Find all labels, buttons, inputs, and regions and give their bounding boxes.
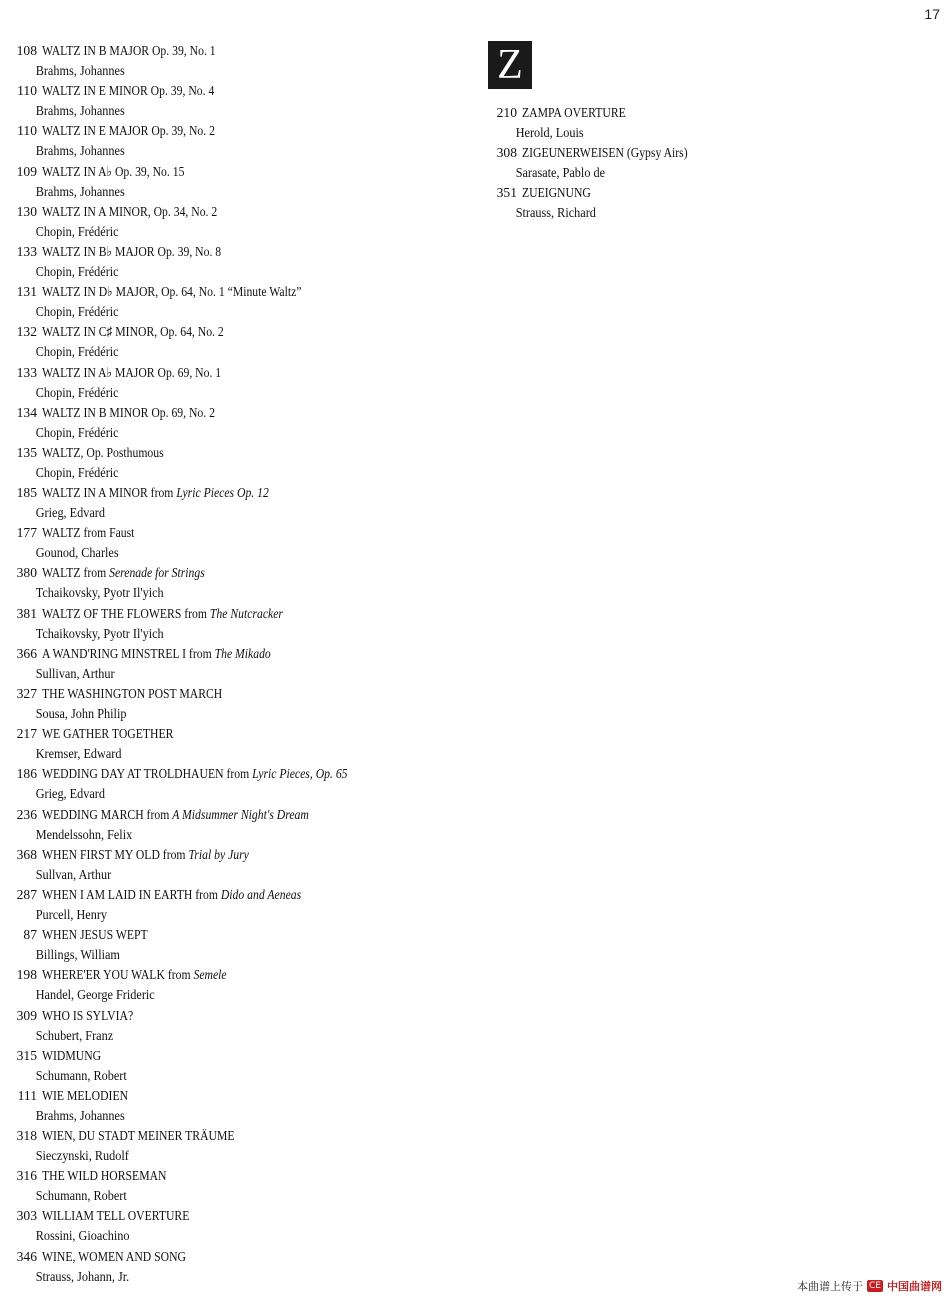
composer-name: Herold, Louis xyxy=(515,125,584,140)
page-ref: 308 xyxy=(496,145,517,161)
piece-title-text: WALTZ IN A MINOR from xyxy=(42,485,177,501)
piece-title-text: WALTZ OF THE FLOWERS from xyxy=(42,605,210,621)
page-ref: 186 xyxy=(16,766,37,782)
index-entry xyxy=(6,1166,466,1206)
index-entry xyxy=(6,322,466,362)
piece-title-text: WALTZ IN A♭ MAJOR Op. 69, No. 1 xyxy=(42,364,222,380)
page-ref: 351 xyxy=(496,185,517,201)
work-title: Dido and Aeneas xyxy=(220,886,302,902)
piece-title xyxy=(42,1046,101,1066)
piece-title-text: WALTZ, Op. Posthumous xyxy=(42,444,164,460)
composer-name: Chopin, Frédéric xyxy=(35,263,119,279)
index-entry xyxy=(486,143,786,183)
index-entry xyxy=(6,1046,466,1086)
piece-title xyxy=(42,483,269,503)
piece-title xyxy=(42,1086,128,1106)
piece-title xyxy=(42,764,348,784)
index-entry xyxy=(6,965,466,1005)
piece-title-text: WALTZ IN A MINOR, Op. 34, No. 2 xyxy=(42,203,218,219)
piece-title-text: WEDDING DAY AT TROLDHAUEN from xyxy=(42,766,253,782)
composer-name: Schumann, Robert xyxy=(35,1188,127,1204)
piece-title-text: WALTZ from xyxy=(42,565,110,581)
composer-name: Tchaikovsky, Pyotr Il'yich xyxy=(35,625,164,641)
composer-name: Chopin, Frédéric xyxy=(35,344,119,360)
index-entry xyxy=(6,443,466,483)
page-ref: 287 xyxy=(16,886,37,902)
work-title: The Mikado xyxy=(214,645,271,661)
site-logo-icon: CE xyxy=(867,1280,883,1292)
page-ref: 133 xyxy=(16,364,37,380)
index-entry xyxy=(6,1006,466,1046)
piece-title-text: WILLIAM TELL OVERTURE xyxy=(42,1208,190,1224)
piece-title xyxy=(42,845,249,865)
piece-title-text: WHERE'ER YOU WALK from xyxy=(42,967,194,983)
composer-name: Brahms, Johannes xyxy=(35,143,125,159)
piece-title-text: WIEN, DU STADT MEINER TRÄUME xyxy=(42,1128,235,1144)
section-letter-z: Z xyxy=(488,41,532,89)
composer-name: Sullvan, Arthur xyxy=(35,866,112,882)
piece-title xyxy=(42,162,184,182)
page-ref: 134 xyxy=(16,404,37,420)
index-entry xyxy=(6,764,466,804)
piece-title xyxy=(522,143,688,163)
piece-title-text: A WAND'RING MINSTREL I from xyxy=(42,645,215,661)
page-ref: 110 xyxy=(17,123,37,139)
index-column-right xyxy=(486,41,786,224)
page-ref: 303 xyxy=(16,1208,37,1224)
index-entry xyxy=(6,242,466,282)
index-entry xyxy=(6,81,466,121)
piece-title xyxy=(42,322,224,342)
composer-name: Chopin, Frédéric xyxy=(35,223,119,239)
work-title: A Midsummer Night's Dream xyxy=(172,806,309,822)
page-ref: 135 xyxy=(16,444,37,460)
composer-name: Chopin, Frédéric xyxy=(35,384,119,400)
page-ref: 109 xyxy=(16,163,37,179)
composer-name: Handel, George Frideric xyxy=(35,987,155,1003)
composer-name: Tchaikovsky, Pyotr Il'yich xyxy=(35,585,164,601)
piece-title-text: WALTZ IN E MINOR Op. 39, No. 4 xyxy=(42,83,215,99)
composer-name: Rossini, Gioachino xyxy=(35,1228,130,1244)
page-ref: 87 xyxy=(23,927,37,943)
composer-name: Sullivan, Arthur xyxy=(35,665,115,681)
composer-name: Strauss, Johann, Jr. xyxy=(35,1268,130,1284)
piece-title-text: WALTZ IN B MAJOR Op. 39, No. 1 xyxy=(42,43,216,58)
work-title: The Nutcracker xyxy=(209,605,283,621)
index-entry xyxy=(6,845,466,885)
piece-title-text: ZAMPA OVERTURE xyxy=(522,105,626,120)
index-entry xyxy=(6,483,466,523)
page-ref: 210 xyxy=(496,105,517,120)
composer-name: Grieg, Edvard xyxy=(35,786,106,802)
index-column-left xyxy=(6,41,466,1287)
composer-name: Chopin, Frédéric xyxy=(35,464,119,480)
page-ref: 108 xyxy=(16,43,37,58)
index-entry xyxy=(6,523,466,563)
page-ref: 346 xyxy=(16,1248,37,1264)
piece-title xyxy=(42,644,271,664)
page-ref: 130 xyxy=(16,203,37,219)
piece-title-text: WHEN FIRST MY OLD from xyxy=(42,846,189,862)
composer-name: Brahms, Johannes xyxy=(35,63,125,78)
piece-title xyxy=(522,103,626,123)
page-ref: 185 xyxy=(16,485,37,501)
index-entry xyxy=(6,563,466,603)
index-entry xyxy=(6,644,466,684)
piece-title-text: WALTZ IN C♯ MINOR, Op. 64, No. 2 xyxy=(42,324,224,340)
footer-upload-text: 本曲谱上传于 xyxy=(797,1280,863,1293)
piece-title xyxy=(42,1206,189,1226)
index-list-z xyxy=(486,103,786,224)
piece-title-text: WALTZ IN B MINOR Op. 69, No. 2 xyxy=(42,404,215,420)
index-entry xyxy=(486,103,786,143)
piece-title-text: WALTZ IN A♭ Op. 39, No. 15 xyxy=(42,163,185,179)
work-title: Lyric Pieces, Op. 65 xyxy=(252,766,348,782)
page-ref: 198 xyxy=(16,967,37,983)
page-ref: 177 xyxy=(16,525,37,541)
piece-title-text: WIDMUNG xyxy=(42,1047,102,1063)
composer-name: Billings, William xyxy=(35,947,120,963)
page-ref: 309 xyxy=(16,1007,37,1023)
index-entry xyxy=(6,805,466,845)
piece-title xyxy=(42,885,301,905)
piece-title xyxy=(42,604,283,624)
piece-title xyxy=(42,1247,186,1267)
page-ref: 318 xyxy=(16,1128,37,1144)
page-ref: 366 xyxy=(16,645,37,661)
composer-name: Sieczynski, Rudolf xyxy=(35,1148,129,1164)
piece-title-text: WALTZ from Faust xyxy=(42,525,135,541)
index-entry xyxy=(6,202,466,242)
page-ref: 380 xyxy=(16,565,37,581)
piece-title xyxy=(42,363,221,383)
work-title: Trial by Jury xyxy=(188,846,249,862)
index-entry xyxy=(6,1086,466,1126)
piece-title-text: WHO IS SYLVIA? xyxy=(42,1007,134,1023)
composer-name: Kremser, Edward xyxy=(35,746,122,762)
page-ref: 110 xyxy=(17,83,37,99)
work-title: Lyric Pieces Op. 12 xyxy=(176,485,269,501)
piece-title xyxy=(42,1126,234,1146)
page-ref: 381 xyxy=(16,605,37,621)
index-entry xyxy=(6,604,466,644)
composer-name: Purcell, Henry xyxy=(35,906,108,922)
piece-title xyxy=(42,41,216,61)
index-entry xyxy=(6,1206,466,1246)
piece-title xyxy=(42,684,222,704)
piece-title-text: WALTZ IN E MAJOR Op. 39, No. 2 xyxy=(42,123,215,139)
page-ref: 217 xyxy=(16,726,37,742)
index-entry xyxy=(6,162,466,202)
piece-title-text: WIE MELODIEN xyxy=(42,1087,129,1103)
piece-title-text: WEDDING MARCH from xyxy=(42,806,173,822)
piece-title xyxy=(42,1006,133,1026)
page-ref: 315 xyxy=(16,1047,37,1063)
composer-name: Chopin, Frédéric xyxy=(35,424,119,440)
composer-name: Schumann, Robert xyxy=(35,1067,127,1083)
piece-title-text: WHEN I AM LAID IN EARTH from xyxy=(42,886,221,902)
piece-title xyxy=(42,242,221,262)
piece-title xyxy=(42,965,227,985)
work-title: Serenade for Strings xyxy=(109,565,205,581)
index-entry xyxy=(6,1126,466,1166)
composer-name: Brahms, Johannes xyxy=(35,1107,125,1123)
index-entry xyxy=(6,121,466,161)
page-number: 17 xyxy=(924,6,940,22)
piece-title xyxy=(42,403,215,423)
composer-name: Chopin, Frédéric xyxy=(35,304,119,320)
composer-name: Sarasate, Pablo de xyxy=(515,165,606,181)
piece-title-text: WINE, WOMEN AND SONG xyxy=(42,1248,186,1264)
piece-title xyxy=(42,724,173,744)
page-ref: 131 xyxy=(16,284,37,300)
piece-title-text: WHEN JESUS WEPT xyxy=(42,927,148,943)
composer-name: Mendelssohn, Felix xyxy=(35,826,133,842)
piece-title xyxy=(42,202,217,222)
index-entry xyxy=(6,1247,466,1287)
index-entry xyxy=(6,363,466,403)
piece-title-text: THE WASHINGTON POST MARCH xyxy=(42,686,223,701)
composer-name: Strauss, Richard xyxy=(515,205,596,221)
piece-title xyxy=(42,805,309,825)
piece-title xyxy=(42,121,215,141)
page-ref: 236 xyxy=(16,806,37,822)
piece-title-text: THE WILD HORSEMAN xyxy=(42,1168,167,1184)
piece-title-text: WE GATHER TOGETHER xyxy=(42,726,174,742)
composer-name: Brahms, Johannes xyxy=(35,183,125,199)
composer-name: Brahms, Johannes xyxy=(35,103,125,119)
piece-title-text: WALTZ IN B♭ MAJOR Op. 39, No. 8 xyxy=(42,243,222,259)
index-entry xyxy=(6,724,466,764)
page-ref: 132 xyxy=(16,324,37,340)
index-entry xyxy=(6,885,466,925)
index-entry xyxy=(486,183,786,223)
piece-title xyxy=(42,81,214,101)
piece-title xyxy=(522,183,591,203)
piece-title-text: ZIGEUNERWEISEN (Gypsy Airs) xyxy=(522,145,688,161)
page-ref: 368 xyxy=(16,846,37,862)
composer-name: Schubert, Franz xyxy=(35,1027,114,1043)
index-entry xyxy=(6,282,466,322)
work-title: Semele xyxy=(193,967,227,983)
page-ref: 111 xyxy=(17,1087,37,1103)
piece-title xyxy=(42,443,164,463)
footer-watermark xyxy=(797,1278,942,1294)
index-entry xyxy=(6,925,466,965)
piece-title xyxy=(42,925,148,945)
index-entry xyxy=(6,684,466,724)
page-ref: 316 xyxy=(16,1168,37,1184)
piece-title-text: ZUEIGNUNG xyxy=(522,185,591,201)
piece-title xyxy=(42,282,301,302)
index-entry xyxy=(6,403,466,443)
piece-title xyxy=(42,1166,166,1186)
piece-title xyxy=(42,523,134,543)
piece-title-text: WALTZ IN D♭ MAJOR, Op. 64, No. 1 “Minute Waltz” xyxy=(42,284,302,300)
composer-name: Grieg, Edvard xyxy=(35,505,106,521)
piece-title xyxy=(42,563,205,583)
composer-name: Sousa, John Philip xyxy=(35,706,127,721)
composer-name: Gounod, Charles xyxy=(35,545,119,561)
page-ref: 327 xyxy=(16,686,37,701)
index-entry xyxy=(6,41,466,81)
page-ref: 133 xyxy=(16,243,37,259)
site-logo-text: 中国曲谱网 xyxy=(887,1280,942,1293)
